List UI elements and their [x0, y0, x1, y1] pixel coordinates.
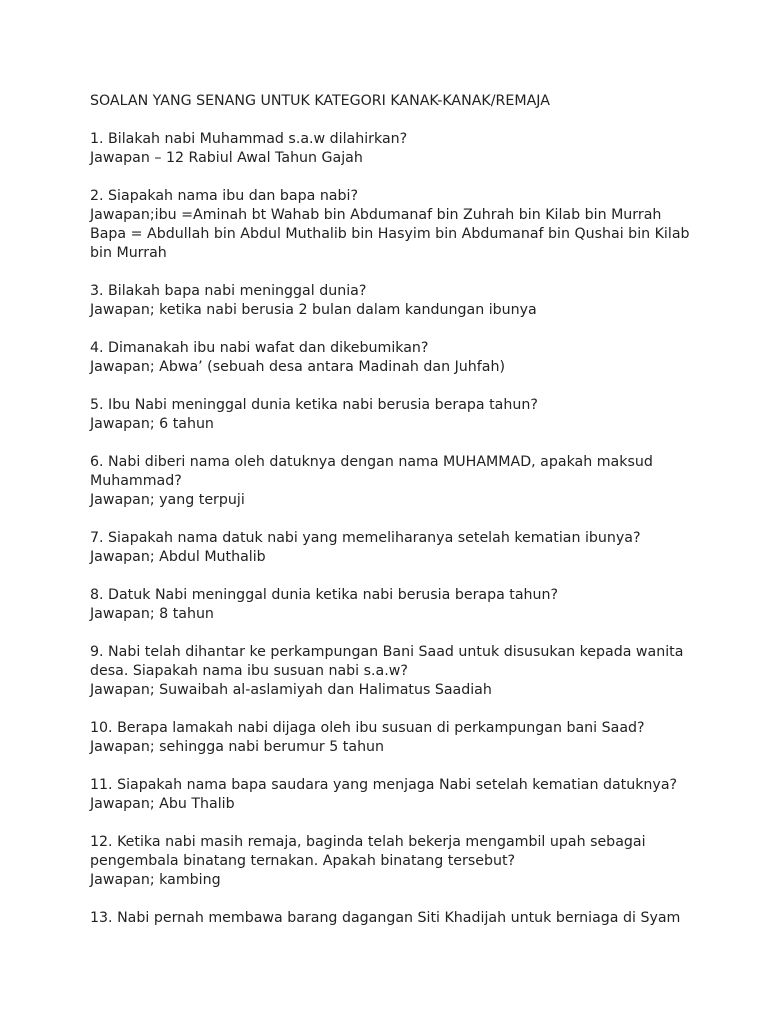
question-line: 5. Ibu Nabi meninggal dunia ketika nabi berusia berapa tahun? [90, 397, 538, 413]
qa-item [90, 643, 730, 700]
qa-item [90, 453, 730, 510]
answer-line: Jawapan; 8 tahun [90, 606, 214, 622]
answer-line: bin Murrah [90, 245, 167, 261]
answer-line: Jawapan; sehingga nabi berumur 5 tahun [90, 739, 385, 755]
qa-item [90, 130, 730, 168]
qa-item [90, 776, 730, 814]
answer-line: Jawapan; kambing [90, 872, 221, 888]
question-line: 13. Nabi pernah membawa barang dagangan Siti Khadijah untuk berniaga di Syam [90, 910, 681, 926]
question-line: 9. Nabi telah dihantar ke perkampungan Bani Saad untuk disusukan kepada wanita [90, 644, 684, 660]
question-line: 1. Bilakah nabi Muhammad s.a.w dilahirkan? [90, 131, 408, 147]
question-line: 10. Berapa lamakah nabi dijaga oleh ibu susuan di perkampungan bani Saad? [90, 720, 645, 736]
question-line: 8. Datuk Nabi meninggal dunia ketika nabi berusia berapa tahun? [90, 587, 559, 603]
qa-item [90, 282, 730, 320]
question-line: 12. Ketika nabi masih remaja, baginda telah bekerja mengambil upah sebagai [90, 834, 646, 850]
question-line: 11. Siapakah nama bapa saudara yang menjaga Nabi setelah kematian datuknya? [90, 777, 678, 793]
qa-item [90, 529, 730, 567]
question-line: desa. Siapakah nama ibu susuan nabi s.a.w? [90, 663, 408, 679]
qa-item [90, 396, 730, 434]
qa-list [90, 130, 730, 928]
qa-item [90, 187, 730, 263]
answer-line: Jawapan; yang terpuji [90, 492, 245, 508]
answer-line: Jawapan; Suwaibah al-aslamiyah dan Halimatus Saadiah [90, 682, 492, 698]
qa-item [90, 833, 730, 890]
question-line: 2. Siapakah nama ibu dan bapa nabi? [90, 188, 358, 204]
answer-line: Jawapan; Abwa’ (sebuah desa antara Madinah dan Juhfah) [90, 359, 505, 375]
qa-item [90, 586, 730, 624]
qa-item [90, 909, 730, 928]
answer-line: Jawapan; ketika nabi berusia 2 bulan dalam kandungan ibunya [90, 302, 537, 318]
document-title: SOALAN YANG SENANG UNTUK KATEGORI KANAK-KANAK/REMAJA [90, 93, 550, 109]
question-line: pengembala binatang ternakan. Apakah binatang tersebut? [90, 853, 516, 869]
question-line: 6. Nabi diberi nama oleh datuknya dengan nama MUHAMMAD, apakah maksud [90, 454, 653, 470]
answer-line: Jawapan – 12 Rabiul Awal Tahun Gajah [90, 150, 363, 166]
question-line: 4. Dimanakah ibu nabi wafat dan dikebumikan? [90, 340, 429, 356]
answer-line: Jawapan; Abu Thalib [90, 796, 235, 812]
qa-item [90, 719, 730, 757]
answer-line: Jawapan; 6 tahun [90, 416, 214, 432]
answer-line: Bapa = Abdullah bin Abdul Muthalib bin Hasyim bin Abdumanaf bin Qushai bin Kilab [90, 226, 690, 242]
question-line: 7. Siapakah nama datuk nabi yang memeliharanya setelah kematian ibunya? [90, 530, 641, 546]
answer-line: Jawapan;ibu =Aminah bt Wahab bin Abdumanaf bin Zuhrah bin Kilab bin Murrah [90, 207, 662, 223]
qa-item [90, 339, 730, 377]
answer-line: Jawapan; Abdul Muthalib [90, 549, 266, 565]
document-page [90, 92, 730, 947]
question-line: 3. Bilakah bapa nabi meninggal dunia? [90, 283, 367, 299]
question-line: Muhammad? [90, 473, 182, 489]
